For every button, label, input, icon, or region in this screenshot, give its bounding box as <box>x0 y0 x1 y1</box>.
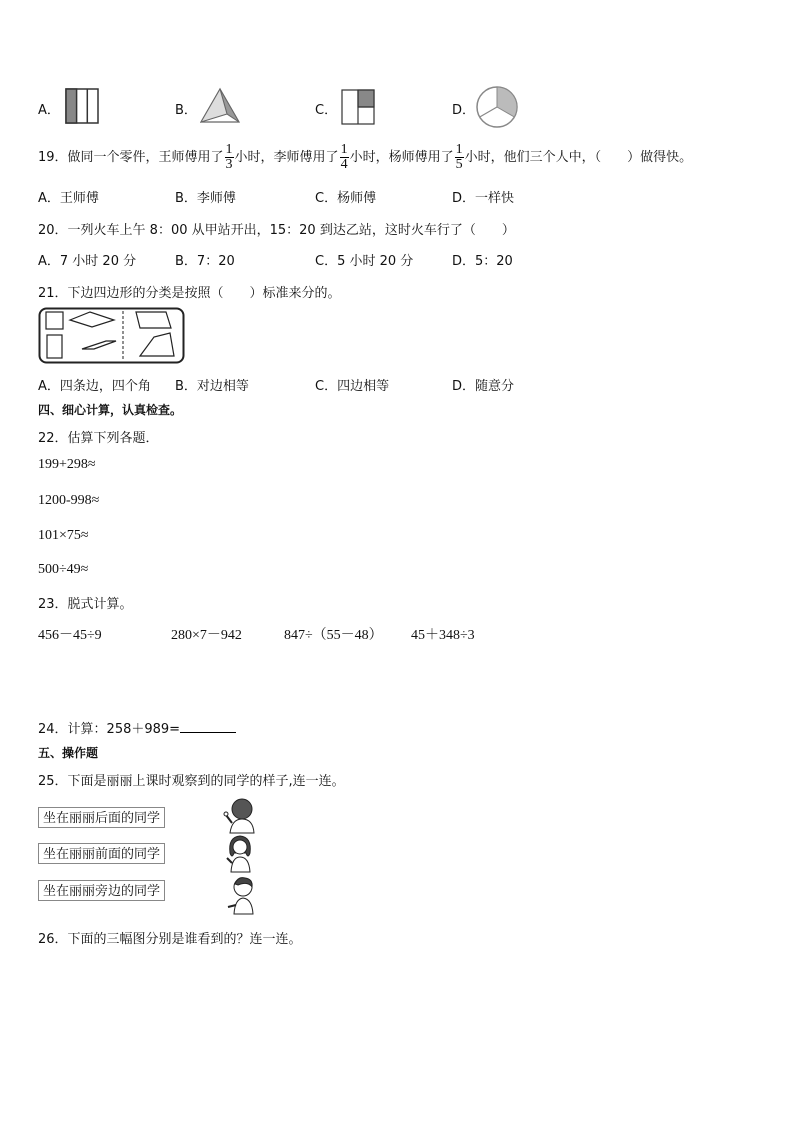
trapezoid-shape <box>136 312 171 328</box>
q20-option-a[interactable]: A．7 小时 20 分 <box>38 254 137 269</box>
option-label: D． <box>452 103 476 118</box>
child-boy-side-icon[interactable] <box>226 875 258 915</box>
q21-option-d[interactable]: D．随意分 <box>452 379 515 394</box>
q21-option-c[interactable]: C．四边相等 <box>315 379 390 394</box>
q19-option-c[interactable]: C．杨师傅 <box>315 191 377 206</box>
q19-option-b[interactable]: B．李师傅 <box>175 191 236 206</box>
square-shape <box>46 312 63 329</box>
q19-option-a[interactable]: A．王师傅 <box>38 191 99 206</box>
child-back-view-icon[interactable] <box>222 797 258 835</box>
label-in-front-of-lili[interactable]: 坐在丽丽前面的同学 <box>38 843 165 864</box>
child-girl-front-icon[interactable] <box>224 833 256 873</box>
q18-option-c[interactable] <box>315 99 337 118</box>
q23-question: 23．脱式计算。 <box>38 597 133 612</box>
q23-item-4: 45＋348÷3 <box>411 628 475 643</box>
q20-option-c[interactable]: C．5 小时 20 分 <box>315 254 414 269</box>
q22-item-2: 1200-998≈ <box>38 493 100 508</box>
q21-question: 21．下边四边形的分类是按照（ ）标准来分的。 <box>38 286 341 301</box>
q24-question: 24．计算：258＋989= <box>38 718 236 737</box>
q23-item-3: 847÷（55－48） <box>284 628 383 643</box>
q18-option-b[interactable] <box>175 99 197 118</box>
square-quarter-shaded-icon <box>341 89 375 125</box>
option-label: B． <box>175 103 197 118</box>
section-4-title: 四、细心计算，认真检查。 <box>38 403 183 417</box>
q21-option-b[interactable]: B．对边相等 <box>175 379 249 394</box>
rectangle-shape <box>47 335 62 358</box>
circle-third-shaded-icon <box>475 85 519 129</box>
q19-option-d[interactable]: D．一样快 <box>452 191 515 206</box>
q19-question: 19．做同一个零件，王师傅用了 $\frac{1}{3}$ 小时，李师傅用了 $\frac{1}{4}$ 小时，杨师傅用了 $\frac{1}{5}$ 小时，他们三个人中，（ ）做得快。 <box>38 142 693 172</box>
fraction-one-fifth: $\frac{1}{5}$ <box>455 142 463 172</box>
section-5-title: 五、操作题 <box>38 746 99 760</box>
label-behind-lili[interactable]: 坐在丽丽后面的同学 <box>38 807 165 828</box>
vertical-thirds-rectangle-icon <box>65 88 99 124</box>
q18-option-d[interactable] <box>452 99 475 118</box>
q21-option-a[interactable]: A．四条边，四个角 <box>38 379 151 394</box>
q25-question: 25．下面是丽丽上课时观察到的同学的样子,连一连。 <box>38 774 345 789</box>
triangle-shaded-part-icon <box>199 87 241 125</box>
q22-item-4: 500÷49≈ <box>38 562 89 577</box>
q22-question: 22．估算下列各题． <box>38 431 159 446</box>
q20-question: 20．一列火车上午 8：00 从甲站开出，15：20 到达乙站，这时火车行了（ ） <box>38 223 515 238</box>
quadrilateral-classification-figure <box>38 307 186 365</box>
q18-option-a[interactable] <box>38 99 60 118</box>
answer-blank[interactable] <box>180 720 236 733</box>
q23-item-1: 456－45÷9 <box>38 628 102 643</box>
q26-question: 26．下面的三幅图分别是谁看到的？连一连。 <box>38 932 302 947</box>
option-label: A． <box>38 103 60 118</box>
fraction-one-fourth: $\frac{1}{4}$ <box>340 142 348 172</box>
q23-item-2: 280×7－942 <box>171 628 242 643</box>
q22-item-1: 199+298≈ <box>38 457 96 472</box>
q22-item-3: 101×75≈ <box>38 528 89 543</box>
fraction-one-third: $\frac{1}{3}$ <box>225 142 233 172</box>
option-label: C． <box>315 103 338 118</box>
q20-option-d[interactable]: D．5：20 <box>452 254 513 269</box>
label-beside-lili[interactable]: 坐在丽丽旁边的同学 <box>38 880 165 901</box>
q20-option-b[interactable]: B．7：20 <box>175 254 235 269</box>
